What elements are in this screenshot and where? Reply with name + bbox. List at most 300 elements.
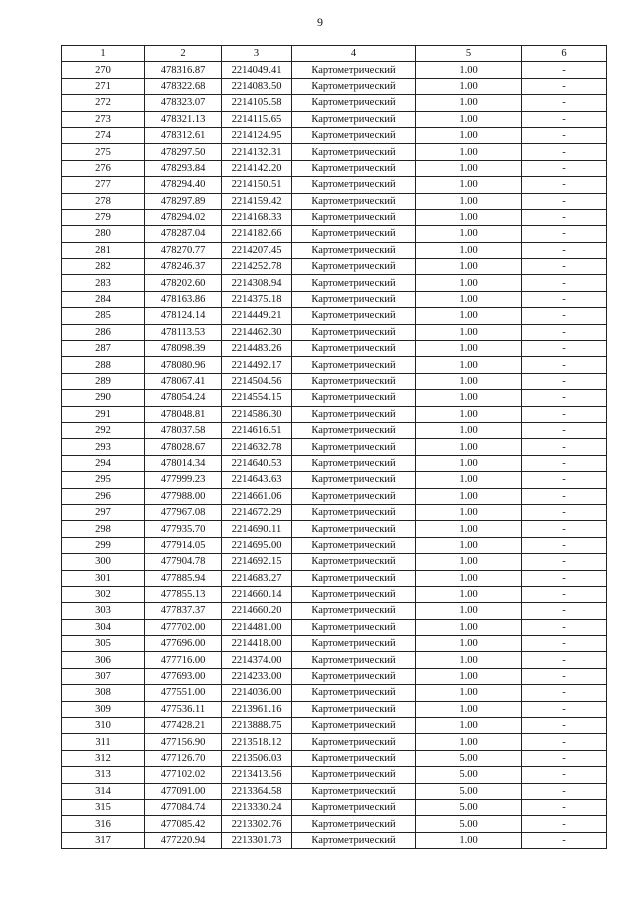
table-cell: 2214252.78	[222, 259, 292, 275]
table-cell: 306	[62, 652, 145, 668]
table-cell: 477551.00	[145, 685, 222, 701]
table-cell: 317	[62, 832, 145, 848]
table-cell: 276	[62, 160, 145, 176]
table-cell: 1.00	[416, 554, 522, 570]
table-cell: Картометрический	[292, 357, 416, 373]
table-cell: 1.00	[416, 62, 522, 78]
table-row	[62, 636, 607, 652]
table-row	[62, 603, 607, 619]
table-cell: 1.00	[416, 455, 522, 471]
table-cell: 478098.39	[145, 341, 222, 357]
table-cell: 1.00	[416, 291, 522, 307]
table-cell: Картометрический	[292, 832, 416, 848]
table-row	[62, 357, 607, 373]
table-cell: 477428.21	[145, 718, 222, 734]
table-cell: 1.00	[416, 78, 522, 94]
table-cell: 2214640.53	[222, 455, 292, 471]
table-cell: -	[522, 734, 607, 750]
table-cell: 293	[62, 439, 145, 455]
table-cell: 2213330.24	[222, 799, 292, 815]
table-row	[62, 537, 607, 553]
table-cell: Картометрический	[292, 78, 416, 94]
table-cell: 281	[62, 242, 145, 258]
table-row	[62, 111, 607, 127]
page-number: 9	[317, 15, 323, 29]
table-cell: 478297.50	[145, 144, 222, 160]
table-cell: 477837.37	[145, 603, 222, 619]
table-cell: -	[522, 619, 607, 635]
table-cell: -	[522, 62, 607, 78]
table-row	[62, 291, 607, 307]
column-header: 4	[292, 46, 416, 62]
table-cell: 2214375.18	[222, 291, 292, 307]
table-cell: 1.00	[416, 275, 522, 291]
table-cell: 316	[62, 816, 145, 832]
table-cell: 478312.61	[145, 127, 222, 143]
table-cell: Картометрический	[292, 668, 416, 684]
table-cell: 310	[62, 718, 145, 734]
table-row	[62, 373, 607, 389]
table-row	[62, 341, 607, 357]
table-cell: -	[522, 144, 607, 160]
table-cell: 1.00	[416, 259, 522, 275]
table-cell: 1.00	[416, 193, 522, 209]
table-cell: Картометрический	[292, 586, 416, 602]
table-row	[62, 160, 607, 176]
table-cell: -	[522, 291, 607, 307]
table-row	[62, 439, 607, 455]
table-cell: -	[522, 832, 607, 848]
table-cell: -	[522, 537, 607, 553]
table-cell: Картометрический	[292, 570, 416, 586]
table-cell: -	[522, 209, 607, 225]
table-cell: 1.00	[416, 685, 522, 701]
table-cell: 478124.14	[145, 308, 222, 324]
table-row	[62, 767, 607, 783]
table-row	[62, 521, 607, 537]
column-header: 3	[222, 46, 292, 62]
table-cell: Картометрический	[292, 127, 416, 143]
table-cell: 5.00	[416, 750, 522, 766]
table-cell: Картометрический	[292, 259, 416, 275]
table-cell: Картометрический	[292, 308, 416, 324]
table-cell: 1.00	[416, 242, 522, 258]
table-cell: 296	[62, 488, 145, 504]
table-cell: -	[522, 504, 607, 520]
table-row	[62, 701, 607, 717]
column-header: 6	[522, 46, 607, 62]
table-cell: 275	[62, 144, 145, 160]
table-cell: 2214449.21	[222, 308, 292, 324]
table-cell: -	[522, 767, 607, 783]
table-cell: 5.00	[416, 799, 522, 815]
table-cell: 314	[62, 783, 145, 799]
table-cell: 2214036.00	[222, 685, 292, 701]
table-cell: 277	[62, 177, 145, 193]
table-cell: 477914.05	[145, 537, 222, 553]
table-row	[62, 390, 607, 406]
table-cell: Картометрический	[292, 767, 416, 783]
table-cell: 271	[62, 78, 145, 94]
table-cell: 478321.13	[145, 111, 222, 127]
table-cell: 2213301.73	[222, 832, 292, 848]
table-row	[62, 95, 607, 111]
table-cell: 2213364.58	[222, 783, 292, 799]
table-cell: 1.00	[416, 832, 522, 848]
table-cell: 477091.00	[145, 783, 222, 799]
table-cell: 478054.24	[145, 390, 222, 406]
table-cell: 2214690.11	[222, 521, 292, 537]
table-cell: 1.00	[416, 324, 522, 340]
table-cell: 2214661.06	[222, 488, 292, 504]
table-cell: 2214483.26	[222, 341, 292, 357]
table-cell: 1.00	[416, 652, 522, 668]
table-cell: 478246.37	[145, 259, 222, 275]
table-cell: 478202.60	[145, 275, 222, 291]
table-row	[62, 734, 607, 750]
table-cell: -	[522, 521, 607, 537]
table-cell: -	[522, 488, 607, 504]
table-cell: Картометрический	[292, 521, 416, 537]
table-cell: 2213506.03	[222, 750, 292, 766]
table-row	[62, 144, 607, 160]
table-cell: 1.00	[416, 177, 522, 193]
table-cell: 478028.67	[145, 439, 222, 455]
column-header: 2	[145, 46, 222, 62]
table-cell: 477156.90	[145, 734, 222, 750]
table-row	[62, 78, 607, 94]
table-cell: 1.00	[416, 439, 522, 455]
table-cell: 2214142.20	[222, 160, 292, 176]
table-cell: Картометрический	[292, 636, 416, 652]
table-row	[62, 619, 607, 635]
table-cell: 2213302.76	[222, 816, 292, 832]
table-cell: 1.00	[416, 95, 522, 111]
table-cell: -	[522, 111, 607, 127]
table-cell: 1.00	[416, 127, 522, 143]
table-cell: 2213518.12	[222, 734, 292, 750]
table-cell: 304	[62, 619, 145, 635]
table-cell: 2214182.66	[222, 226, 292, 242]
table-cell: 478014.34	[145, 455, 222, 471]
table-cell: 478294.02	[145, 209, 222, 225]
table-row	[62, 275, 607, 291]
table-cell: -	[522, 422, 607, 438]
table-cell: Картометрический	[292, 718, 416, 734]
table-row	[62, 177, 607, 193]
table-cell: Картометрический	[292, 554, 416, 570]
table-cell: Картометрический	[292, 193, 416, 209]
table-row	[62, 570, 607, 586]
table-cell: 1.00	[416, 209, 522, 225]
table-row	[62, 685, 607, 701]
table-cell: 2214150.51	[222, 177, 292, 193]
table-cell: Картометрический	[292, 455, 416, 471]
table-cell: 2214586.30	[222, 406, 292, 422]
table-cell: 282	[62, 259, 145, 275]
table-cell: 1.00	[416, 472, 522, 488]
table-row	[62, 816, 607, 832]
table-cell: -	[522, 177, 607, 193]
table-cell: Картометрический	[292, 799, 416, 815]
table-cell: 294	[62, 455, 145, 471]
table-cell: 2214695.00	[222, 537, 292, 553]
table-cell: 2214049.41	[222, 62, 292, 78]
table-cell: 2214124.95	[222, 127, 292, 143]
table-cell: 1.00	[416, 586, 522, 602]
table-cell: Картометрический	[292, 422, 416, 438]
table-cell: Картометрический	[292, 619, 416, 635]
table-cell: Картометрический	[292, 111, 416, 127]
table-row	[62, 422, 607, 438]
table-cell: 297	[62, 504, 145, 520]
table-cell: 300	[62, 554, 145, 570]
table-cell: 478048.81	[145, 406, 222, 422]
table-row	[62, 455, 607, 471]
table-cell: 478080.96	[145, 357, 222, 373]
table-cell: -	[522, 275, 607, 291]
table-cell: 1.00	[416, 488, 522, 504]
table-row	[62, 127, 607, 143]
table-cell: 2214481.00	[222, 619, 292, 635]
table-cell: -	[522, 636, 607, 652]
table-cell: -	[522, 341, 607, 357]
table-cell: Картометрический	[292, 177, 416, 193]
column-header: 5	[416, 46, 522, 62]
table-cell: 1.00	[416, 734, 522, 750]
table-cell: -	[522, 652, 607, 668]
table-cell: 2214105.58	[222, 95, 292, 111]
table-cell: -	[522, 242, 607, 258]
table-cell: -	[522, 127, 607, 143]
table-cell: 477716.00	[145, 652, 222, 668]
table-cell: 1.00	[416, 668, 522, 684]
table-row	[62, 406, 607, 422]
table-cell: Картометрический	[292, 537, 416, 553]
table-cell: -	[522, 799, 607, 815]
table-cell: Картометрический	[292, 685, 416, 701]
table-cell: Картометрический	[292, 324, 416, 340]
table-row	[62, 242, 607, 258]
table-cell: 1.00	[416, 373, 522, 389]
table-row	[62, 259, 607, 275]
table-row	[62, 832, 607, 848]
table-cell: 2214418.00	[222, 636, 292, 652]
table-cell: 2214159.42	[222, 193, 292, 209]
table-cell: -	[522, 603, 607, 619]
table-cell: Картометрический	[292, 390, 416, 406]
table-cell: -	[522, 685, 607, 701]
table-cell: 1.00	[416, 701, 522, 717]
table-row	[62, 799, 607, 815]
table-cell: 315	[62, 799, 145, 815]
table-cell: -	[522, 570, 607, 586]
table-cell: Картометрический	[292, 406, 416, 422]
table-cell: 477084.74	[145, 799, 222, 815]
table-cell: 478113.53	[145, 324, 222, 340]
table-cell: 478322.68	[145, 78, 222, 94]
table-cell: 284	[62, 291, 145, 307]
table-cell: 2214660.14	[222, 586, 292, 602]
table-cell: 303	[62, 603, 145, 619]
table-cell: 1.00	[416, 160, 522, 176]
table-cell: 1.00	[416, 144, 522, 160]
table-cell: 2214083.50	[222, 78, 292, 94]
table-cell: 2214132.31	[222, 144, 292, 160]
table-cell: 477855.13	[145, 586, 222, 602]
table-cell: 477935.70	[145, 521, 222, 537]
table-cell: Картометрический	[292, 291, 416, 307]
table-cell: -	[522, 160, 607, 176]
table-row	[62, 62, 607, 78]
table-cell: -	[522, 455, 607, 471]
table-body	[62, 62, 607, 849]
table-cell: 2214233.00	[222, 668, 292, 684]
column-header: 1	[62, 46, 145, 62]
table-cell: 1.00	[416, 406, 522, 422]
table-cell: 2214672.29	[222, 504, 292, 520]
table-cell: 1.00	[416, 718, 522, 734]
table-cell: Картометрический	[292, 472, 416, 488]
table-cell: 477220.94	[145, 832, 222, 848]
table-cell: 477085.42	[145, 816, 222, 832]
table-cell: 289	[62, 373, 145, 389]
table-cell: 2213961.16	[222, 701, 292, 717]
table-cell: -	[522, 406, 607, 422]
table-cell: 309	[62, 701, 145, 717]
table-cell: Картометрический	[292, 750, 416, 766]
table-cell: 2214207.45	[222, 242, 292, 258]
table-cell: -	[522, 586, 607, 602]
table-cell: Картометрический	[292, 734, 416, 750]
table-cell: 2214168.33	[222, 209, 292, 225]
table-cell: -	[522, 357, 607, 373]
table-cell: 2214616.51	[222, 422, 292, 438]
table-cell: 2214504.56	[222, 373, 292, 389]
table-cell: -	[522, 439, 607, 455]
table-cell: 295	[62, 472, 145, 488]
table-cell: 478067.41	[145, 373, 222, 389]
table-cell: 477885.94	[145, 570, 222, 586]
table-cell: -	[522, 226, 607, 242]
table-row	[62, 504, 607, 520]
table-cell: -	[522, 78, 607, 94]
table-cell: 279	[62, 209, 145, 225]
table-cell: 308	[62, 685, 145, 701]
table-cell: Картометрический	[292, 242, 416, 258]
table-cell: -	[522, 718, 607, 734]
table-cell: 1.00	[416, 570, 522, 586]
table-cell: 478270.77	[145, 242, 222, 258]
table-cell: 2214462.30	[222, 324, 292, 340]
table-cell: 298	[62, 521, 145, 537]
table-cell: 313	[62, 767, 145, 783]
table-cell: Картометрический	[292, 160, 416, 176]
table-row	[62, 193, 607, 209]
table-cell: 305	[62, 636, 145, 652]
table-cell: 1.00	[416, 504, 522, 520]
table-cell: 478297.89	[145, 193, 222, 209]
table-cell: -	[522, 95, 607, 111]
table-cell: -	[522, 390, 607, 406]
table-cell: 2214692.15	[222, 554, 292, 570]
table-cell: Картометрический	[292, 701, 416, 717]
table-cell: -	[522, 668, 607, 684]
table-cell: 477696.00	[145, 636, 222, 652]
table-cell: -	[522, 701, 607, 717]
table-cell: 477702.00	[145, 619, 222, 635]
table-cell: 477126.70	[145, 750, 222, 766]
table-row	[62, 472, 607, 488]
table-cell: 2213888.75	[222, 718, 292, 734]
table-row	[62, 750, 607, 766]
table-cell: -	[522, 816, 607, 832]
table-cell: 1.00	[416, 390, 522, 406]
table-cell: 272	[62, 95, 145, 111]
table-cell: 274	[62, 127, 145, 143]
table-cell: 288	[62, 357, 145, 373]
table-cell: 477967.08	[145, 504, 222, 520]
table-cell: Картометрический	[292, 275, 416, 291]
table-cell: 283	[62, 275, 145, 291]
table-cell: 2214492.17	[222, 357, 292, 373]
table-cell: 307	[62, 668, 145, 684]
table-row	[62, 586, 607, 602]
table-row	[62, 308, 607, 324]
table-cell: 1.00	[416, 537, 522, 553]
table-header-row	[62, 46, 607, 62]
table-cell: 478163.86	[145, 291, 222, 307]
table-row	[62, 488, 607, 504]
table-cell: 477693.00	[145, 668, 222, 684]
table-cell: Картометрический	[292, 95, 416, 111]
table-row	[62, 718, 607, 734]
table-cell: -	[522, 373, 607, 389]
table-cell: 2214660.20	[222, 603, 292, 619]
table-row	[62, 652, 607, 668]
table-cell: 477904.78	[145, 554, 222, 570]
table-cell: 278	[62, 193, 145, 209]
table-cell: Картометрический	[292, 488, 416, 504]
table-cell: 478294.40	[145, 177, 222, 193]
table-cell: Картометрический	[292, 226, 416, 242]
table-cell: -	[522, 783, 607, 799]
table-cell: 477536.11	[145, 701, 222, 717]
table-cell: 285	[62, 308, 145, 324]
table-cell: -	[522, 324, 607, 340]
table-row	[62, 668, 607, 684]
table-cell: 301	[62, 570, 145, 586]
table-cell: 2214554.15	[222, 390, 292, 406]
table-cell: Картометрический	[292, 603, 416, 619]
table-cell: 311	[62, 734, 145, 750]
table-row	[62, 209, 607, 225]
table-row	[62, 554, 607, 570]
table-cell: 477102.02	[145, 767, 222, 783]
table-cell: 5.00	[416, 783, 522, 799]
table-cell: 273	[62, 111, 145, 127]
table-row	[62, 783, 607, 799]
table-cell: 1.00	[416, 226, 522, 242]
table-cell: 1.00	[416, 111, 522, 127]
table-cell: 478287.04	[145, 226, 222, 242]
table-cell: 478293.84	[145, 160, 222, 176]
table-row	[62, 226, 607, 242]
table-cell: -	[522, 193, 607, 209]
table-cell: -	[522, 472, 607, 488]
table-cell: 312	[62, 750, 145, 766]
table-cell: 287	[62, 341, 145, 357]
